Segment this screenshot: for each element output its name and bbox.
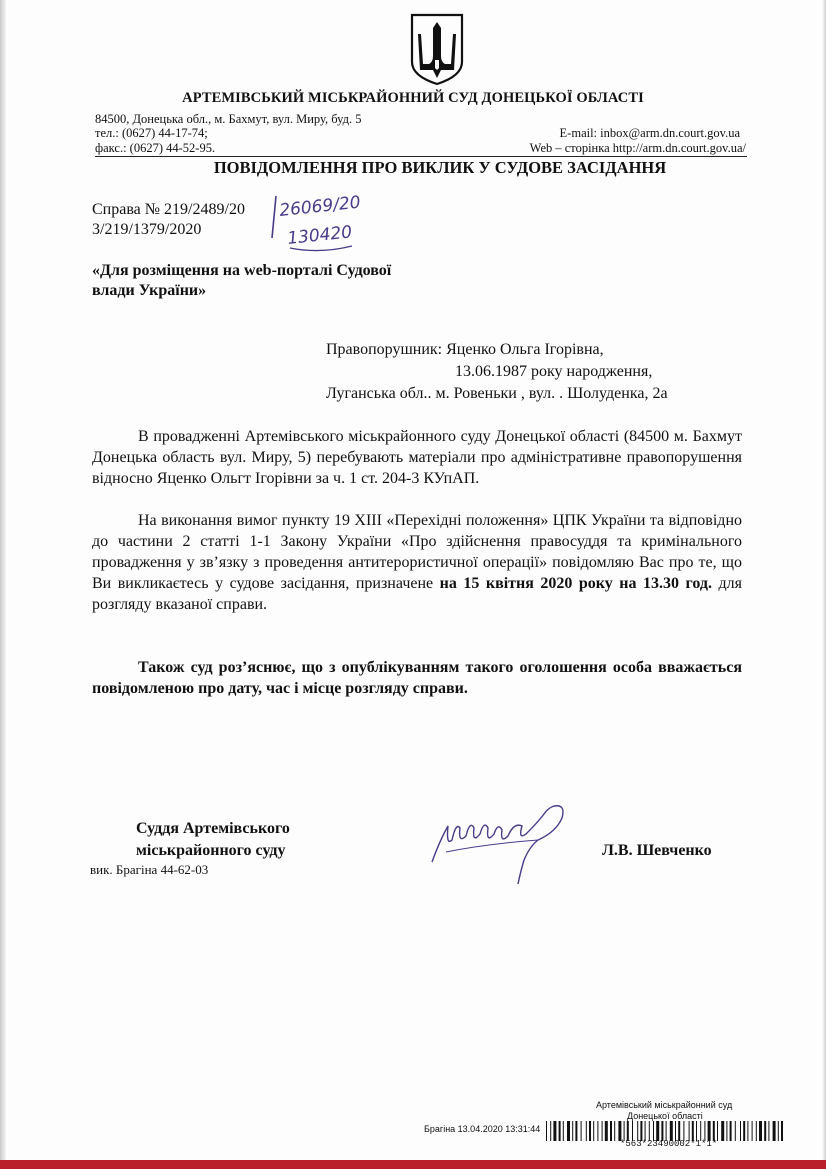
barcode-bar — [559, 1121, 561, 1141]
page-edge — [0, 1160, 826, 1169]
barcode-bar — [563, 1121, 564, 1141]
barcode-bar — [747, 1121, 748, 1141]
case-number: Справа № 219/2489/20 — [92, 201, 245, 218]
barcode-bar — [708, 1121, 711, 1141]
barcode-bar — [704, 1121, 705, 1141]
barcode-bar — [627, 1121, 629, 1141]
barcode-bar — [649, 1121, 650, 1141]
offender-birthdate: 13.06.1987 року народження, — [455, 363, 653, 380]
barcode-bar — [713, 1121, 715, 1141]
judge-title-line1: Суддя Артемівського — [136, 820, 290, 837]
header-divider — [95, 156, 747, 157]
barcode-bar — [661, 1121, 663, 1141]
barcode-bar — [610, 1121, 612, 1141]
court-title: АРТЕМІВСЬКИЙ МІСЬКРАЙОННИЙ СУД ДОНЕЦЬКОЇ ОБЛАСТІ — [182, 90, 644, 106]
barcode-bar — [752, 1121, 753, 1141]
hearing-date-time: на 15 квітня 2020 року на 13.30 год. — [439, 575, 713, 592]
barcode-bar — [602, 1121, 603, 1141]
paragraph-case-materials: В провадженні Артемівського міськрайонного суду Донецької області (84500 м. Бахмут Донецька область вул. Миру, 5) перебувають матеріали про адміністративне правопорушення відносно Яценко Ольгт Ігорівни за ч. 1 ст. 204-3 КУпАП. — [92, 428, 742, 487]
barcode-bar — [756, 1121, 757, 1141]
barcode-bar — [740, 1121, 741, 1141]
stamp-court-line1: Артемівський міськрайонний суд — [596, 1100, 733, 1110]
stamp-court-line2: Донецької області — [627, 1111, 703, 1121]
handwritten-note-2: 130420 — [286, 222, 354, 249]
barcode-bar — [567, 1121, 570, 1141]
barcode-bar — [678, 1121, 680, 1141]
handwritten-registration-note — [270, 190, 380, 260]
barcode-bar — [597, 1121, 598, 1141]
barcode-bar — [683, 1121, 684, 1141]
offender-name: Правопорушник: Яценко Ольга Ігорівна, — [326, 341, 604, 358]
barcode-bar — [575, 1121, 577, 1141]
barcode-bar — [550, 1121, 551, 1141]
barcode-bar — [759, 1121, 762, 1141]
barcode-bar — [632, 1121, 633, 1141]
barcode-bar — [581, 1121, 582, 1141]
court-fax: факс.: (0627) 44-52-95. — [95, 141, 216, 155]
barcode-bar — [721, 1121, 724, 1141]
barcode-number: *563*23490002*1*1* — [620, 1139, 718, 1149]
barcode-bar — [618, 1121, 621, 1141]
judge-name: Л.В. Шевченко — [602, 842, 712, 859]
barcode-bar — [773, 1121, 776, 1141]
executor-contact: вик. Брагіна 44-62-03 — [90, 862, 209, 877]
barcode-bar — [637, 1121, 638, 1141]
handwritten-note-1: 26069/20 — [278, 192, 362, 221]
registration-stamp: Брагіна 13.04.2020 13:31:44 — [424, 1124, 541, 1134]
barcode-bar — [735, 1121, 736, 1141]
judge-title-line2: міськрайонного суду — [136, 842, 286, 859]
barcode-bar — [593, 1121, 594, 1141]
barcode-bar — [764, 1121, 766, 1141]
barcode-bar — [726, 1121, 727, 1141]
barcode-bar — [553, 1121, 556, 1141]
summons-text: На виконання вимог пункту 19 XIII «Перехідні положення» ЦПК України та відповідно до частини 2 статті 1-1 Закону України «Про здійснення правосуддя та кримінального провадження у зв’язку з проведення антитерористичної операції» повідомляю Вас про те, що Ви викликаєтесь у судове засідання, призначене — [92, 512, 742, 592]
barcode-bar — [572, 1121, 573, 1141]
case-internal-number: 3/219/1379/2020 — [92, 221, 202, 238]
barcode-bar — [689, 1121, 690, 1141]
barcode-bar — [653, 1121, 654, 1141]
barcode-bar — [781, 1121, 783, 1141]
summons-text-end: для розгляду вказаної справи. — [92, 575, 743, 613]
barcode-bar — [645, 1121, 646, 1141]
web-portal-note: «Для розміщення на web-порталі Судової влади України» — [92, 262, 392, 299]
ukraine-coat-of-arms-icon — [409, 12, 465, 86]
court-phone: тел.: (0627) 44-17-74; — [95, 126, 208, 140]
barcode-bar — [717, 1121, 718, 1141]
notice-title: ПОВІДОМЛЕННЯ ПРО ВИКЛИК У СУДОВЕ ЗАСІДАННЯ — [213, 158, 667, 177]
barcode-bar — [675, 1121, 676, 1141]
barcode — [546, 1121, 786, 1141]
barcode-bar — [700, 1121, 701, 1141]
barcode-bar — [778, 1121, 779, 1141]
barcode-bar — [743, 1121, 745, 1141]
court-email: E-mail: inbox@arm.dn.court.gov.ua — [559, 126, 740, 140]
barcode-bar — [640, 1121, 642, 1141]
barcode-bar — [696, 1121, 697, 1141]
court-address: 84500, Донецька обл., м. Бахмут, вул. Миру, буд. 5 — [95, 112, 362, 126]
paragraph-hearing-summons — [92, 510, 742, 615]
barcode-bar — [768, 1121, 769, 1141]
barcode-bar — [730, 1121, 732, 1141]
barcode-bar — [589, 1121, 591, 1141]
paragraph-notification-clarification: Також суд роз’яснює, що з опублікуванням такого оголошення особа вважається повідомленою про дату, час і місце розгляду справи. — [92, 659, 742, 697]
judge-signature — [426, 800, 586, 890]
barcode-bar — [656, 1121, 659, 1141]
barcode-bar — [624, 1121, 625, 1141]
offender-address: Луганська обл.. м. Ровеньки , вул. . Шолуденка, 2а — [326, 385, 668, 402]
barcode-bar — [614, 1121, 615, 1141]
court-website: Web – сторінка http://arm.dn.court.gov.ua/ — [529, 141, 746, 155]
barcode-bar — [692, 1121, 694, 1141]
barcode-bar — [586, 1121, 587, 1141]
barcode-bar — [666, 1121, 667, 1141]
barcode-bar — [546, 1121, 547, 1141]
barcode-bar — [605, 1121, 608, 1141]
barcode-bar — [670, 1121, 673, 1141]
